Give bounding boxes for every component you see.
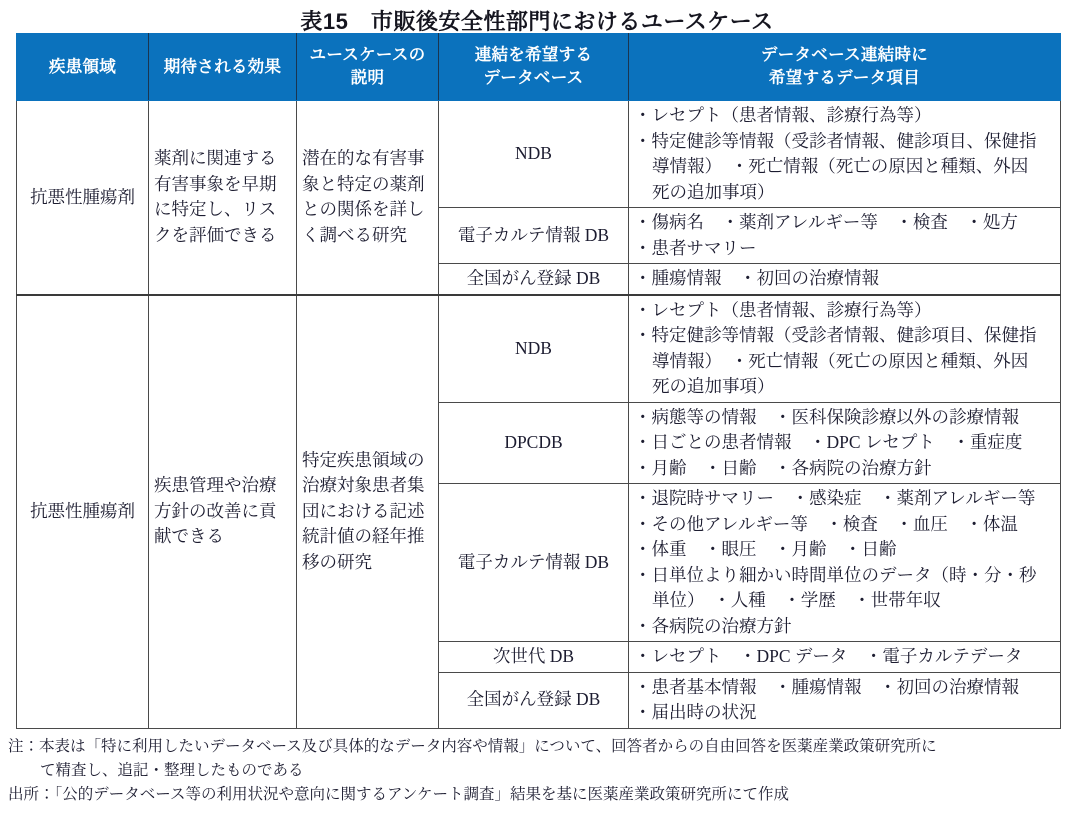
cell-disease-area: 抗悪性腫瘍剤	[17, 101, 149, 295]
data-item-line: ・その他アレルギー等 ・検査 ・血圧 ・体温	[634, 513, 1018, 534]
cell-data-items	[629, 264, 1061, 295]
header-line: 疾患領域	[48, 57, 117, 76]
cell-database-name: NDB	[439, 295, 629, 403]
cell-data-items	[629, 402, 1061, 484]
data-item-line: ・患者基本情報 ・腫瘍情報 ・初回の治療情報	[634, 676, 1019, 697]
data-item-line: ・月齢 ・日齢 ・各病院の治療方針	[634, 457, 932, 478]
data-item-line: 死の追加事項）	[652, 376, 775, 396]
cell-database-name: 電子カルテ情報 DB	[439, 208, 629, 264]
data-item-line: ・レセプト（患者情報、診療行為等）	[634, 299, 932, 320]
table-row	[17, 295, 1061, 403]
column-header-usecase-description	[297, 34, 439, 101]
data-item-line: ・特定健診等情報（受診者情報、健診項目、保健指	[634, 325, 1037, 345]
data-item-line: ・各病院の治療方針	[634, 615, 792, 636]
column-header-desired-data-items	[629, 34, 1061, 101]
data-item-line: ・腫瘍情報 ・初回の治療情報	[634, 268, 879, 288]
cell-data-items	[629, 484, 1061, 642]
cell-database-name: 全国がん登録 DB	[439, 672, 629, 728]
page-title: 表15 市販後安全性部門におけるユースケース	[300, 9, 774, 34]
data-item-line: ・日単位より細かい時間単位のデータ（時・分・秒	[634, 564, 1037, 585]
cell-database-name: 次世代 DB	[439, 642, 629, 673]
cell-data-items	[629, 101, 1061, 208]
data-item-line: 単位） ・人種 ・学歴 ・世帯年収	[652, 590, 941, 610]
header-line: 説明	[350, 69, 385, 87]
footnote-note-line-1: 注：本表は「特に利用したいデータベース及び具体的なデータ内容や情報」について、回答者からの自由回答を医薬産業政策研究所に	[8, 737, 937, 755]
data-item-line: 死の追加事項）	[652, 181, 775, 202]
cell-data-items	[629, 672, 1061, 728]
table-row	[17, 101, 1061, 208]
table-body	[17, 101, 1061, 729]
cell-database-name: DPCDB	[439, 402, 629, 484]
data-item-line: ・特定健診等情報（受診者情報、健診項目、保健指	[634, 130, 1037, 151]
data-item-line: ・届出時の状況	[634, 702, 757, 722]
usecase-table	[16, 33, 1061, 729]
table-header	[17, 34, 1061, 101]
data-item-line: ・レセプト（患者情報、診療行為等）	[634, 105, 932, 125]
data-item-line: ・患者サマリー	[634, 237, 757, 258]
data-item-line: ・傷病名 ・薬剤アレルギー等 ・検査 ・処方	[634, 212, 1018, 232]
column-header-disease-area	[17, 34, 149, 101]
cell-disease-area: 抗悪性腫瘍剤	[17, 295, 149, 729]
data-item-line: ・日ごとの患者情報 ・DPC レセプト ・重症度	[634, 432, 1023, 452]
cell-expected-effect: 疾患管理や治療方針の改善に貢献できる	[149, 295, 297, 729]
footnote-note-line-2: て精査し、追記・整理したものである	[40, 761, 304, 779]
cell-database-name: 電子カルテ情報 DB	[439, 484, 629, 642]
footnote-source-line: 出所：「公的データベース等の利用状況や意向に関するアンケート調査」結果を基に医薬産業政策研究所にて作成	[8, 785, 790, 803]
column-header-desired-database	[439, 34, 629, 101]
cell-data-items	[629, 295, 1061, 403]
data-item-line: 導情報） ・死亡情報（死亡の原因と種類、外因	[652, 350, 1029, 371]
footnotes	[8, 735, 1064, 807]
header-line: データベース連結時に	[760, 46, 929, 64]
header-line: 期待される効果	[163, 57, 282, 76]
header-line: 希望するデータ項目	[768, 69, 921, 87]
cell-data-items	[629, 208, 1061, 264]
data-item-line: ・体重 ・眼圧 ・月齢 ・日齢	[634, 539, 897, 559]
cell-expected-effect: 薬剤に関連する有害事象を早期に特定し、リスクを評価できる	[149, 101, 297, 295]
cell-usecase-description: 特定疾患領域の治療対象患者集団における記述統計値の経年推移の研究	[297, 295, 439, 729]
header-line: データベース	[483, 69, 584, 87]
data-item-line: ・病態等の情報 ・医科保険診療以外の診療情報	[634, 406, 1019, 427]
header-line: ユースケースの	[309, 46, 426, 64]
cell-database-name: 全国がん登録 DB	[439, 264, 629, 295]
column-header-expected-effect	[149, 34, 297, 101]
table-header-row	[17, 34, 1061, 101]
data-item-line: ・レセプト ・DPC データ ・電子カルテデータ	[634, 646, 1023, 666]
cell-usecase-description: 潜在的な有害事象と特定の薬剤との関係を詳しく調べる研究	[297, 101, 439, 295]
header-line: 連結を希望する	[474, 46, 593, 64]
table-container	[16, 33, 1060, 729]
cell-database-name: NDB	[439, 101, 629, 208]
data-item-line: 導情報） ・死亡情報（死亡の原因と種類、外因	[652, 156, 1029, 176]
cell-data-items	[629, 642, 1061, 673]
data-item-line: ・退院時サマリー ・感染症 ・薬剤アレルギー等	[634, 488, 1036, 508]
